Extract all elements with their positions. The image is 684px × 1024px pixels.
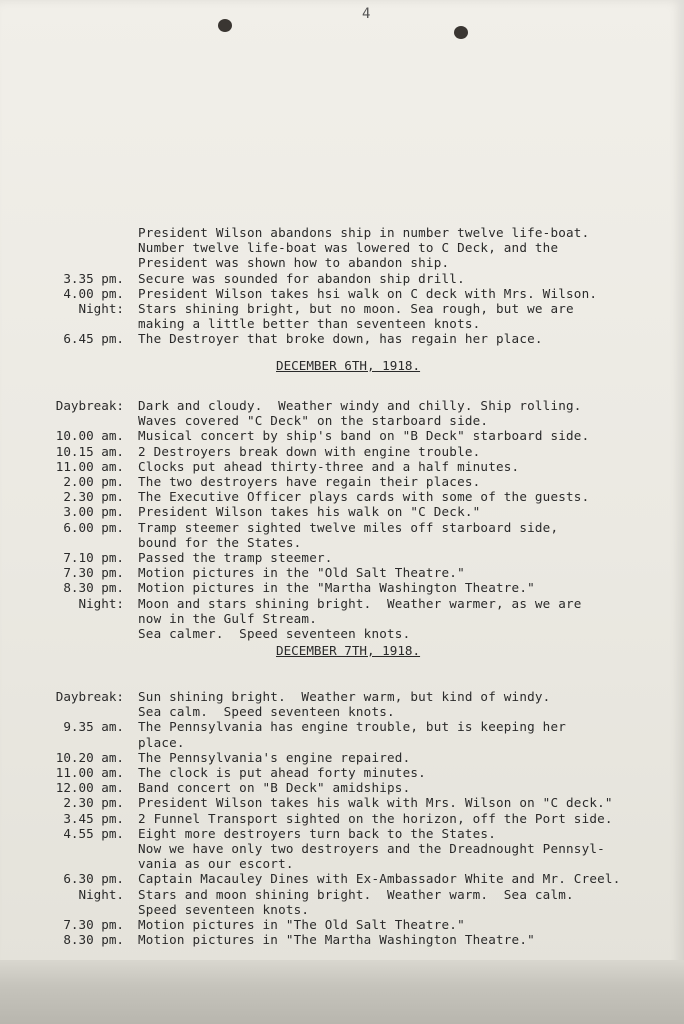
section-heading: DECEMBER 6TH, 1918. (276, 358, 421, 373)
entry-text: Speed seventeen knots. (138, 901, 310, 917)
entry-text: Musical concert by ship's band on "B Deck" starboard side. (138, 428, 590, 444)
entry-text: The Executive Officer plays cards with some of the guests. (138, 489, 590, 505)
entry-text: Sun shining bright. Weather warm, but kind of windy. (138, 689, 551, 704)
entry-text: Band concert on "B Deck" amidships. (138, 780, 411, 796)
entry-text: 2 Funnel Transport sighted on the horizon, off the Port side. (138, 810, 613, 826)
page-shadow (0, 960, 684, 1024)
entry-text: The Pennsylvania's engine repaired. (138, 749, 411, 765)
page-number: 4 (362, 6, 371, 22)
entry-text: The clock is put ahead forty minutes. (138, 765, 426, 780)
entry-text: President was shown how to abandon ship. (138, 255, 450, 271)
entry-time: 7.30 pm. (63, 565, 124, 581)
entry-text: bound for the States. (138, 534, 302, 550)
entry-time: Night: (78, 301, 124, 316)
entry-text: 2 Destroyers break down with engine trouble. (138, 443, 481, 459)
entry-time: 10.00 am. (55, 428, 124, 444)
entry-time: Night: (78, 595, 124, 611)
entry-time: Daybreak: (55, 398, 124, 413)
entry-text: Stars shining bright, but no moon. Sea rough, but we are (138, 301, 574, 316)
entry-time: 11.00 am. (55, 458, 124, 474)
entry-text: Number twelve life-boat was lowered to C Deck, and the (138, 240, 559, 256)
entry-text: Sea calm. Speed seventeen knots. (138, 704, 395, 720)
section-heading: DECEMBER 7TH, 1918. (276, 643, 421, 658)
entry-text: President Wilson takes his walk on "C Deck." (138, 504, 481, 520)
entry-time: 4.00 pm. (63, 285, 124, 301)
entry-time: 8.30 pm. (63, 932, 124, 948)
entry-time: 12.00 am. (55, 780, 124, 796)
entry-time: 9.35 am. (63, 719, 124, 735)
entry-text: President Wilson abandons ship in number twelve life-boat. (138, 225, 590, 240)
entry-time: 2.30 pm. (63, 489, 124, 505)
entry-time: 7.10 pm. (63, 550, 124, 565)
entry-text: Clocks put ahead thirty-three and a half minutes. (138, 458, 520, 474)
entry-text: The two destroyers have regain their places. (138, 474, 481, 489)
entry-time: 11.00 am. (55, 765, 124, 780)
entry-time: 6.30 pm. (63, 871, 124, 887)
entry-text: The Pennsylvania has engine trouble, but is keeping her (138, 719, 567, 735)
entry-text: Stars and moon shining bright. Weather warm. Sea calm. (138, 886, 574, 902)
entry-time: 10.15 am. (55, 443, 124, 459)
entry-text: Motion pictures in the "Old Salt Theatre." (138, 565, 465, 581)
entry-text: Secure was sounded for abandon ship drill. (138, 270, 465, 286)
entry-text: President Wilson takes hsi walk on C deck with Mrs. Wilson. (138, 285, 598, 301)
entry-text: making a little better than seventeen knots. (138, 316, 481, 332)
entry-time: 7.30 pm. (63, 917, 124, 932)
entry-text: Tramp steemer sighted twelve miles off starboard side, (138, 519, 559, 535)
entry-time: 6.00 pm. (63, 519, 124, 535)
entry-time: 4.55 pm. (63, 825, 124, 841)
entry-time: Daybreak: (55, 689, 124, 704)
entry-time: 8.30 pm. (63, 580, 124, 596)
entry-text: Waves covered "C Deck" on the starboard side. (138, 413, 489, 429)
entry-text: Motion pictures in the "Martha Washington Theatre." (138, 580, 535, 596)
entry-text: Captain Macauley Dines with Ex-Ambassador White and Mr. Creel. (138, 871, 621, 887)
entry-time: 10.20 am. (55, 749, 124, 765)
entry-text: Dark and cloudy. Weather windy and chilly. Ship rolling. (138, 398, 582, 413)
entry-text: place. (138, 734, 185, 750)
entry-text: Sea calmer. Speed seventeen knots. (138, 626, 411, 641)
entry-text: Now we have only two destroyers and the Dreadnought Pennsyl- (138, 841, 605, 856)
entry-text: The Destroyer that broke down, has regain her place. (138, 331, 543, 347)
entry-text: Moon and stars shining bright. Weather warmer, as we are (138, 595, 582, 611)
entry-time: 3.35 pm. (63, 270, 124, 286)
entry-time: 2.30 pm. (63, 795, 124, 811)
entry-text: President Wilson takes his walk with Mrs. Wilson on "C deck." (138, 795, 613, 811)
entry-time: 2.00 pm. (63, 474, 124, 489)
entry-time: 3.45 pm. (63, 810, 124, 826)
entry-text: Passed the tramp steemer. (138, 550, 333, 565)
entry-text: Motion pictures in "The Old Salt Theatre." (138, 917, 465, 932)
binder-hole (218, 19, 232, 32)
entry-time: 3.00 pm. (63, 504, 124, 520)
entry-text: Motion pictures in "The Martha Washington Theatre." (138, 932, 535, 948)
entry-text: vania as our escort. (138, 856, 294, 872)
entry-text: now in the Gulf Stream. (138, 610, 317, 626)
entry-text: Eight more destroyers turn back to the States. (138, 825, 496, 841)
entry-time: Night. (78, 886, 124, 902)
binder-hole (454, 26, 468, 39)
entry-time: 6.45 pm. (63, 331, 124, 347)
